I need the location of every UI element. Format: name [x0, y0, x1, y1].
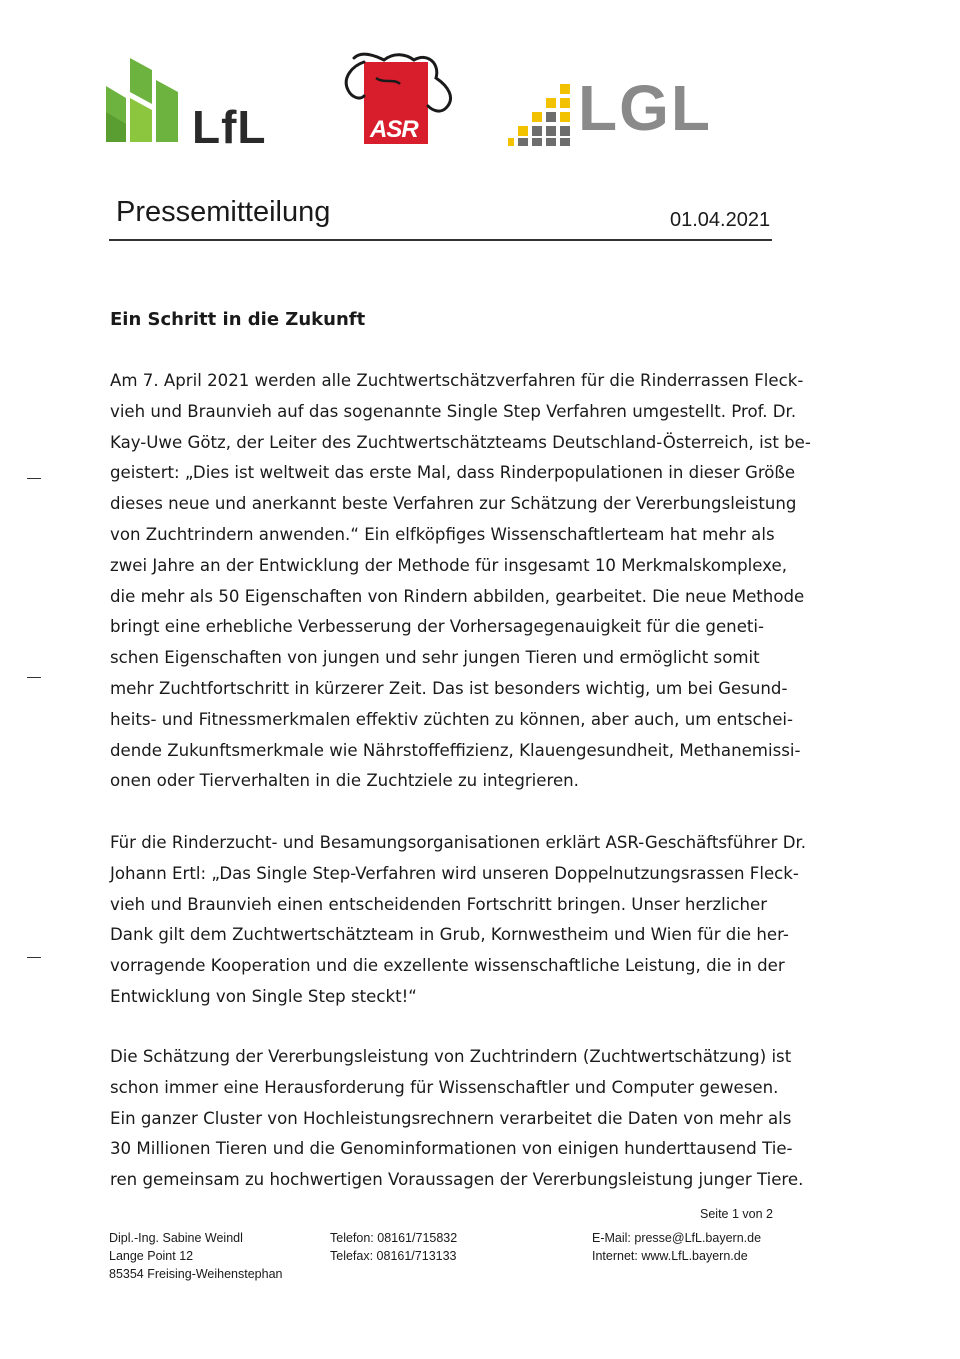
text-line: vorragende Kooperation und die exzellente wissenschaftliche Leistung, die in der [110, 956, 785, 976]
asr-logo [336, 48, 462, 148]
footer-telefax: Telefax: 08161/713133 [330, 1249, 457, 1263]
text-line: Ein ganzer Cluster von Hochleistungsrechnern verarbeitet die Daten von mehr als [110, 1108, 792, 1128]
text-line: dende Zukunftsmerkmale wie Nährstoffeffizienz, Klauengesundheit, Methanemissi- [110, 740, 801, 760]
footer-contact [109, 1229, 283, 1283]
text-line: ren gemeinsam zu hochwertigen Voraussagen der Vererbungsleistung junger Tiere. [110, 1170, 804, 1190]
text-line: geistert: „Dies ist weltweit das erste Mal, dass Rinderpopulationen in dieser Größe [110, 463, 796, 483]
footer-telefon: Telefon: 08161/715832 [330, 1231, 458, 1245]
text-line: Die Schätzung der Vererbungsleistung von Zuchtrindern (Zuchtwertschätzung) ist [110, 1047, 792, 1066]
text-line: dieses neue und anerkannt beste Verfahren zur Schätzung der Vererbungsleistung [110, 494, 797, 514]
text-line: heits- und Fitnessmerkmalen effektiv züchten zu können, aber auch, um entschei- [110, 709, 794, 729]
text-line: Am 7. April 2021 werden alle Zuchtwertschätzverfahren für die Rinderrassen Fleck- [110, 371, 804, 390]
footer-contact-name: Dipl.-Ing. Sabine Weindl [109, 1231, 243, 1245]
text-line: vieh und Braunvieh einen entscheidenden Fortschritt bringen. Unser herzlicher [110, 894, 768, 914]
lgl-bars-icon [508, 82, 574, 148]
fold-mark [27, 957, 41, 958]
footer-phone [330, 1229, 457, 1265]
text-line: zwei Jahre an der Entwicklung der Methode für insgesamt 10 Merkmalskomplexe, [110, 555, 787, 575]
fold-mark [27, 677, 41, 678]
lfl-leaf-icon [104, 58, 184, 144]
text-line: die mehr als 50 Eigenschaften von Rindern abbilden, gearbeitet. Die neue Methode [110, 586, 805, 606]
text-line: vieh und Braunvieh auf das sogenannte Single Step Verfahren umgestellt. Prof. Dr. [110, 401, 797, 421]
paragraph-1 [110, 366, 811, 797]
footer-internet: Internet: www.LfL.bayern.de [592, 1249, 748, 1263]
lfl-logo [104, 58, 274, 153]
text-line: bringt eine erhebliche Verbesserung der Vorhersagegenauigkeit für die geneti- [110, 617, 765, 637]
footer-contact-street: Lange Point 12 [109, 1249, 194, 1263]
document-date: 01.04.2021 [670, 209, 771, 231]
footer-web [592, 1229, 761, 1265]
article-heading: Ein Schritt in die Zukunft [110, 309, 366, 330]
lgl-logo-text: LGL [578, 72, 712, 144]
footer-contact-city: 85354 Freising-Weihenstephan [109, 1267, 283, 1281]
paragraph-2 [110, 828, 807, 1013]
footer-email: E-Mail: presse@LfL.bayern.de [592, 1231, 762, 1245]
text-line: von Zuchtrindern anwenden.“ Ein elfköpfiges Wissenschaftlerteam hat mehr als [110, 524, 775, 544]
lfl-logo-text: LfL [192, 101, 267, 153]
page-number: Seite 1 von 2 [700, 1207, 773, 1221]
text-line: Für die Rinderzucht- und Besamungsorganisationen erklärt ASR-Geschäftsführer Dr. [110, 833, 807, 852]
header-divider [109, 239, 772, 241]
fold-mark [27, 478, 41, 479]
paragraph-3 [110, 1042, 804, 1196]
text-line: mehr Zuchtfortschritt in kürzerer Zeit. Das ist besonders wichtig, um bei Gesund- [110, 678, 788, 698]
text-line: Dank gilt dem Zuchtwertschätzteam in Grub, Kornwestheim und Wien für die her- [110, 925, 789, 945]
text-line: schon immer eine Herausforderung für Wissenschaftler und Computer gewesen. [110, 1077, 779, 1097]
text-line: 30 Millionen Tieren und die Genominformationen von einigen hunderttausend Tie- [110, 1139, 793, 1159]
text-line: Johann Ertl: „Das Single Step-Verfahren wird unseren Doppelnutzungsrassen Fleck- [110, 863, 799, 883]
text-line: onen oder Tierverhalten in die Zuchtziele zu integrieren. [110, 771, 579, 791]
asr-logo-text: ASR [370, 116, 418, 143]
text-line: Entwicklung von Single Step steckt!“ [110, 986, 417, 1006]
text-line: Kay-Uwe Götz, der Leiter des Zuchtwertschätzteams Deutschland-Österreich, ist be- [110, 432, 811, 452]
document-title: Pressemitteilung [116, 196, 331, 228]
lgl-logo [508, 72, 712, 150]
text-line: schen Eigenschaften von jungen und sehr jungen Tieren und ermöglicht somit [110, 648, 760, 668]
